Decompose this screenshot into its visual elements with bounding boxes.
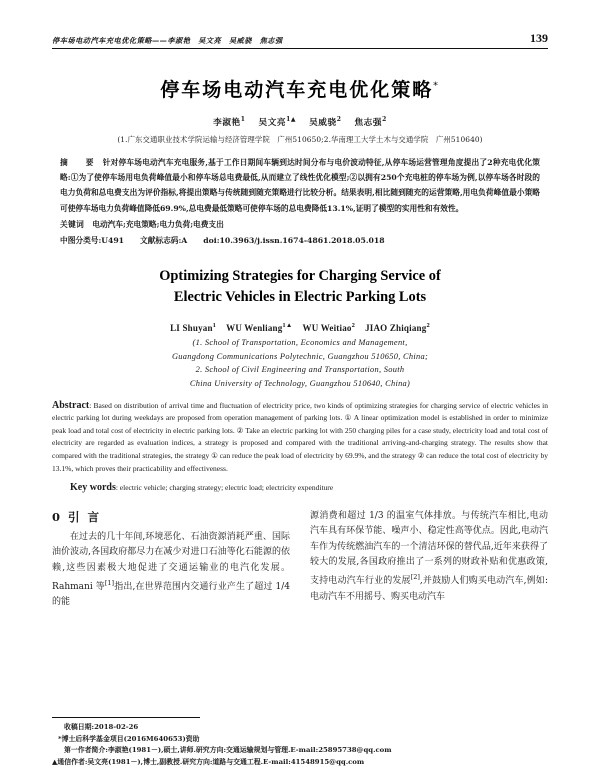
reference-marker: [1] xyxy=(104,578,115,587)
english-author-affil-mark: 2 xyxy=(351,322,356,330)
english-author-name: LI Shuyan xyxy=(170,323,213,334)
body-column-right xyxy=(310,509,548,611)
chinese-keywords xyxy=(60,217,540,232)
english-title-line-2: Electric Vehicles in Electric Parking Lots xyxy=(173,289,427,306)
english-keywords xyxy=(52,482,548,495)
body-paragraph-left xyxy=(52,530,290,611)
chinese-author-name: 李淑艳 xyxy=(213,118,241,128)
english-affiliation xyxy=(52,336,548,390)
body-paragraph-right xyxy=(310,509,548,605)
section-heading xyxy=(52,509,290,525)
chinese-classification xyxy=(60,233,540,248)
chinese-author-affil-mark: 2 xyxy=(336,116,342,124)
body-text-left: 在过去的几十年间,环境恶化、石油资源消耗严重、国际油价波动,各国政府都尽力在减少对进口石油等化石能源的依赖,这些因素极大地促进了交通运输业的电汽化发展。Rahmani 等 xyxy=(52,531,290,592)
english-author-name: JIAO Zhiqiang xyxy=(365,323,427,334)
body-text-left-tail: 指出,在世界范围内交通行业产生了超过 1/4 的能 xyxy=(52,581,290,608)
chinese-keywords-label: 关键词 xyxy=(60,219,85,229)
chinese-title-footnote-mark: * xyxy=(433,81,440,92)
english-author-affil-mark: 2 xyxy=(426,322,430,330)
document-code: 文献标志码:A xyxy=(140,236,188,246)
english-abstract-block xyxy=(52,400,548,495)
chinese-abstract-text: 针对停车场电动汽车充电服务,基于工作日期间车辆到达时间分布与电价波动特征,从停车场运营管理角度提出了2种充电优化策略:①为了使停车场用电负荷峰值最小和停车场总电费最低,从而建立了线性优化模型;②以拥有250个充电桩的停车场为例,以停车场各时段的电力负荷和总电费支出为评价指标,将提出策略与传统随到随充策略进行比较分析。结果表明,相比随到随充的运营策略,用电负荷峰值最小策略可使停车场电力负荷峰值降低69.9%,总电费最低策略可使停车场的总电费降低13.1%,证明了模型的实用性和有效性。 xyxy=(60,158,540,213)
chinese-author-affil-mark: 1 xyxy=(240,116,246,124)
chinese-author-name: 吴威骁 xyxy=(309,118,337,128)
chinese-author xyxy=(259,118,297,128)
english-title-line-1: Optimizing Strategies for Charging Service of xyxy=(159,268,441,285)
english-affiliation-line-1: (1. School of Transportation, Economics and Management, xyxy=(192,338,408,348)
english-affiliation-line-2: Guangdong Communications Polytechnic, Guangzhou 510650, China; xyxy=(171,351,429,361)
running-head xyxy=(52,0,548,46)
english-author-affil-mark: 1▲ xyxy=(282,322,293,330)
clc-number: 中图分类号:U491 xyxy=(60,236,125,246)
chinese-title-text: 停车场电动汽车充电优化策略 xyxy=(160,79,434,101)
english-title xyxy=(52,266,548,308)
footnote-received-date: 收稿日期:2018-02-26 xyxy=(64,723,139,732)
chinese-author-affil-mark: 2 xyxy=(382,116,387,124)
chinese-author-affil-mark: 1▲ xyxy=(286,116,297,124)
footnote-first-author: 第一作者简介:李淑艳(1981－),硕士,讲师.研究方向:交通运输规划与管理.E-mail:25895738@qq.com xyxy=(64,746,392,755)
reference-marker: [2] xyxy=(410,573,420,582)
english-author xyxy=(365,323,430,333)
page-number: 139 xyxy=(530,31,548,45)
footnote-funding: *博士后科学基金项目(2016M640653)资助 xyxy=(58,734,200,743)
chinese-author-list xyxy=(52,116,548,128)
body-text-right-tail: ,并鼓励人们购买电动汽车,例如:电动汽车不用摇号、购买电动汽车 xyxy=(310,576,548,602)
body-text-right: 源消费和超过 1/3 的温室气体排放。与传统汽车相比,电动汽车具有环保节能、噪声小、稳定性高等优点。因此,电动汽车作为传统燃油汽车的一个清洁环保的替代品,近年来获得了较大的发展,各国政府推出了一系列的财政补贴和优惠政策,支持电动汽车行业的发展 xyxy=(310,510,548,587)
english-author xyxy=(226,323,292,333)
doi: doi:10.3963/j.issn.1674-4861.2018.05.018 xyxy=(203,236,385,246)
chinese-author-name: 焦志强 xyxy=(354,118,383,128)
chinese-affiliation: (1.广东交通职业技术学院运输与经济管理学院 广州510650;2.华南理工大学土木与交通学院 广州510640) xyxy=(117,135,483,144)
footnote-block xyxy=(52,717,548,768)
chinese-abstract xyxy=(60,155,540,216)
chinese-author xyxy=(213,118,245,128)
chinese-author-name: 吴文亮 xyxy=(258,118,287,128)
chinese-author xyxy=(354,118,386,128)
chinese-author xyxy=(309,118,341,128)
english-abstract-text: : Based on distribution of arrival time and fluctuation of electricity price, two kinds of optimizing strategies for charging service of electric vehicles in electric parking lot during weekdays are proposed from operation management of parking lots. ① A linear optimization model is established in order to minimize peak load and total cost of electricity in electric parking lots. ② Take an electric parking lot with 250 charging piles for a case study, electricity load and total cost of electricity are regarded as evaluation indices, a strategy is proposed and compared with the traditional arriving-and-charging strategy. The results show that compared with the traditional strategies, the strategy ① can reduce the peak load of electricity by 69.9%, and the strategy ② can reduce the total cost of electricity by 13.1%, which proves their practicability and effectiveness. xyxy=(52,400,548,473)
body-column-left xyxy=(52,509,290,611)
english-abstract xyxy=(52,400,548,476)
english-keywords-label: Key words xyxy=(70,482,116,494)
english-author xyxy=(303,323,356,333)
header-rule xyxy=(52,48,548,49)
chinese-keywords-text: 电动汽车;充电策略;电力负荷;电费支出 xyxy=(92,219,224,229)
english-author-list xyxy=(52,322,548,333)
english-affiliation-line-3: 2. School of Civil Engineering and Transportation, South xyxy=(195,365,405,375)
chinese-title xyxy=(52,75,548,102)
english-keywords-text: : electric vehicle; charging strategy; electric load; electricity expenditure xyxy=(115,483,334,493)
section-title-char-2: 言 xyxy=(87,509,101,524)
chinese-abstract-block xyxy=(52,155,548,248)
running-head-text: 停车场电动汽车充电优化策略——李淑艳 吴文亮 吴威骁 焦志强 xyxy=(52,36,283,45)
chinese-abstract-label: 摘 要 xyxy=(60,158,99,167)
english-author-affil-mark: 1 xyxy=(212,322,217,330)
english-author xyxy=(170,323,216,333)
english-author-name: WU Weitiao xyxy=(302,323,352,334)
footnote-corresponding-author: ▲通信作者:吴文亮(1981－),博士,副教授.研究方向:道路与交通工程.E-mail:41548915@qq.com xyxy=(52,757,365,766)
english-affiliation-line-4: China University of Technology, Guangzhou 510640, China) xyxy=(189,379,411,388)
english-abstract-label: Abstract xyxy=(52,399,90,411)
section-title-char-1: 引 xyxy=(68,509,81,524)
english-author-name: WU Wenliang xyxy=(226,323,283,334)
body-columns xyxy=(52,509,548,611)
footnote-rule xyxy=(52,717,200,718)
section-number: 0 xyxy=(52,509,62,524)
